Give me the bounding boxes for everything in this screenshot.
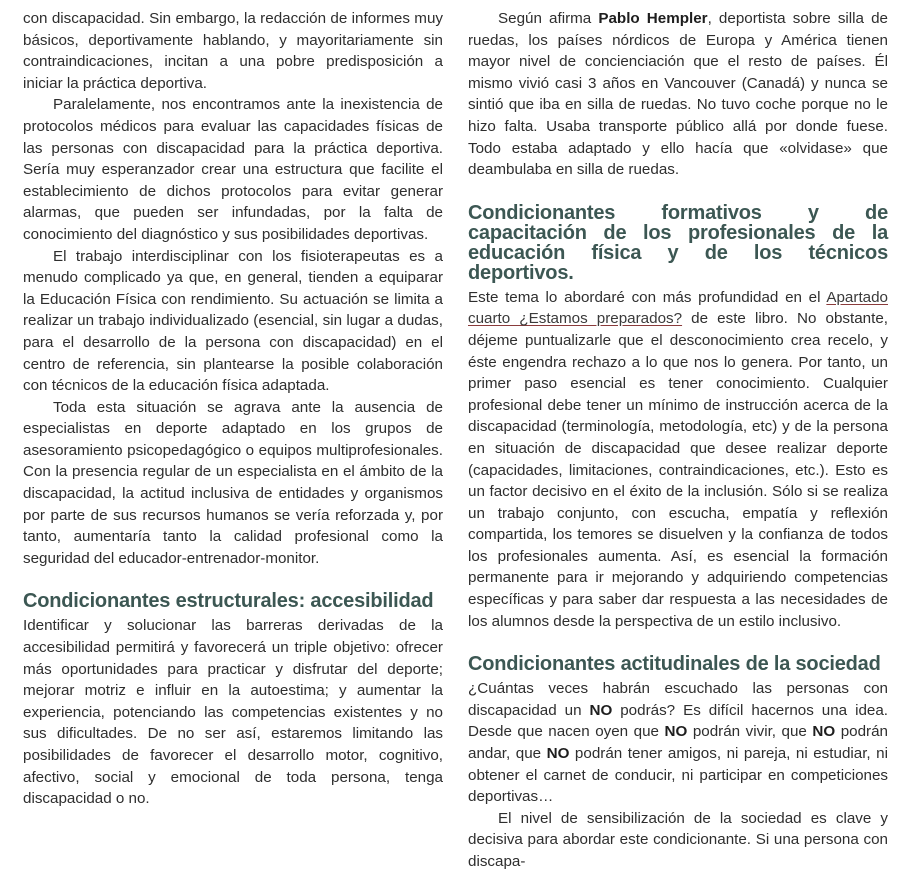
text: podrán andar, que bbox=[468, 723, 889, 763]
section-heading-actitudinales: Condicionantes actitudinales de la sociedad bbox=[468, 653, 881, 676]
paragraph: con discapacidad. Sin embargo, la redacción de informes muy básicos, deportivamente hablando, y mayoritariamente sin contraindicaciones, incitan a una pobre predisposición a iniciar la práctica deportiva. bbox=[23, 10, 443, 92]
emphasis-no: NO bbox=[664, 723, 688, 741]
emphasis-no: NO bbox=[589, 701, 613, 719]
text: Según afirma bbox=[498, 10, 599, 27]
paragraph: Toda esta situación se agrava ante la ausencia de especialistas en deporte adaptado en los grupos de asesoramiento psicopedagógico o equipos multiprofesionales. Con la presencia regular de un especialista en el ámbito de la discapacidad, la actitud inclusiva de entidades y organismos por parte de sus recursos humanos se vería reforzada y, por tanto, aumentaría tanto la calidad profesional como la seguridad del educador-entrenador-monitor. bbox=[23, 398, 443, 567]
text: podrán tener amigos, ni pareja, ni estudiar, ni obtener el carnet de conducir, ni participar en competiciones deportivas… bbox=[468, 745, 888, 806]
text: , deportista sobre silla de ruedas, los países nórdicos de Europa y América tienen mayor nivel de concienciación que el resto de países. Él mismo vivió casi 3 años en Vancouver (Canadá) y nunca se sintió que iba en silla de ruedas. No tuvo coche porque no le hizo falta. Usaba transporte público allá por donde fuese. Todo estaba adaptado y ello hacía que «olvidase» que deambulaba en silla de ruedas. bbox=[468, 10, 889, 179]
text: de este libro. No obstante, déjeme puntualizarle que el desconocimiento crea recelo, y éste engendra rechazo a lo que nos lo genera. Por tanto, un primer paso esencial es tener conocimiento. Cualquier profesional debe tener un mínimo de instrucción acerca de la discapacidad (terminología, metodología, etc) y de la persona en situación de discapacidad que desee realizar deporte (capacidades, limitaciones, contraindicaciones, etc.). Esto es un factor decisivo en el éxito de la inclusión. Sólo si se realiza un trabajo conjunto, con escucha, empatía y reflexión compartida, los temores se disuelven y la confianza de todos los profesionales aumenta. Así, es esencial la formación permanente para ir mejorando y adquiriendo competencias específicas y para saber dar respuesta a las necesidades de los alumnos desde la perspectiva de un estilo inclusivo. bbox=[468, 310, 888, 630]
paragraph: El nivel de sensibilización de la sociedad es clave y decisiva para abordar este condicionante. Si una persona con discapa- bbox=[468, 809, 888, 870]
emphasis-no: NO bbox=[812, 723, 836, 741]
paragraph bbox=[468, 287, 888, 633]
section-heading-accesibilidad: Condicionantes estructurales: accesibilidad bbox=[23, 590, 434, 613]
left-column bbox=[23, 8, 443, 810]
text: podrás? Es difícil hacernos una idea. Desde que nacen oyen que bbox=[468, 701, 888, 741]
right-column bbox=[468, 8, 888, 873]
paragraph bbox=[468, 678, 888, 808]
text: podrán vivir, que bbox=[687, 723, 813, 741]
paragraph: Identificar y solucionar las barreras derivadas de la accesibilidad permitirá y favorecerá un triple objetivo: ofrecer más oportunidades para practicar y disfrutar del deporte; mejorar motriz e influir en la autoestima; y aumentar la experiencia, potenciando las competencias existentes y no sus dificultades. De no ser así, estaremos limitando las posibilidades de favorecer el desarrollo motor, cognitivo, afectivo, social y emocional de toda persona, tenga discapacidad o no. bbox=[23, 617, 443, 808]
spacer bbox=[23, 569, 443, 591]
apartado-cuarto-link[interactable]: Apartado cuarto ¿Estamos preparados? bbox=[468, 288, 888, 328]
paragraph bbox=[468, 8, 888, 181]
paragraph: El trabajo interdisciplinar con los fisioterapeutas es a menudo complicado ya que, en general, tienden a equiparar la Educación Física con rendimiento. Su actuación se limita a realizar un trabajo individualizado (esencial, sin lugar a dudas, para el desarrollo de la persona con discapacidad) en el centro de referencia, sin plantearse la posible colaboración con técnicos de la educación física adaptada. bbox=[23, 247, 443, 395]
spacer bbox=[468, 632, 888, 654]
spacer bbox=[468, 181, 888, 203]
text: Este tema lo abordaré con más profundidad en el bbox=[468, 288, 827, 306]
text: ¿Cuántas veces habrán escuchado las personas con discapacidad un bbox=[468, 680, 888, 719]
person-name: Pablo Hempler bbox=[598, 10, 708, 27]
section-heading-formativos: Condicionantes formativos y de capacitación de los profesionales de la educación física y de los técnicos deportivos. bbox=[468, 201, 888, 284]
paragraph: Paralelamente, nos encontramos ante la inexistencia de protocolos médicos para evaluar las capacidades físicas de las personas con discapacidad para la práctica deportiva. Sería muy esperanzador crear una estructura que facilite el establecimiento de dichos protocolos para evitar generar alarmas, que pueden ser infundadas, por la falta de conocimiento del diagnóstico y sus posibilidades deportivas. bbox=[23, 96, 443, 243]
emphasis-no: NO bbox=[546, 745, 570, 763]
